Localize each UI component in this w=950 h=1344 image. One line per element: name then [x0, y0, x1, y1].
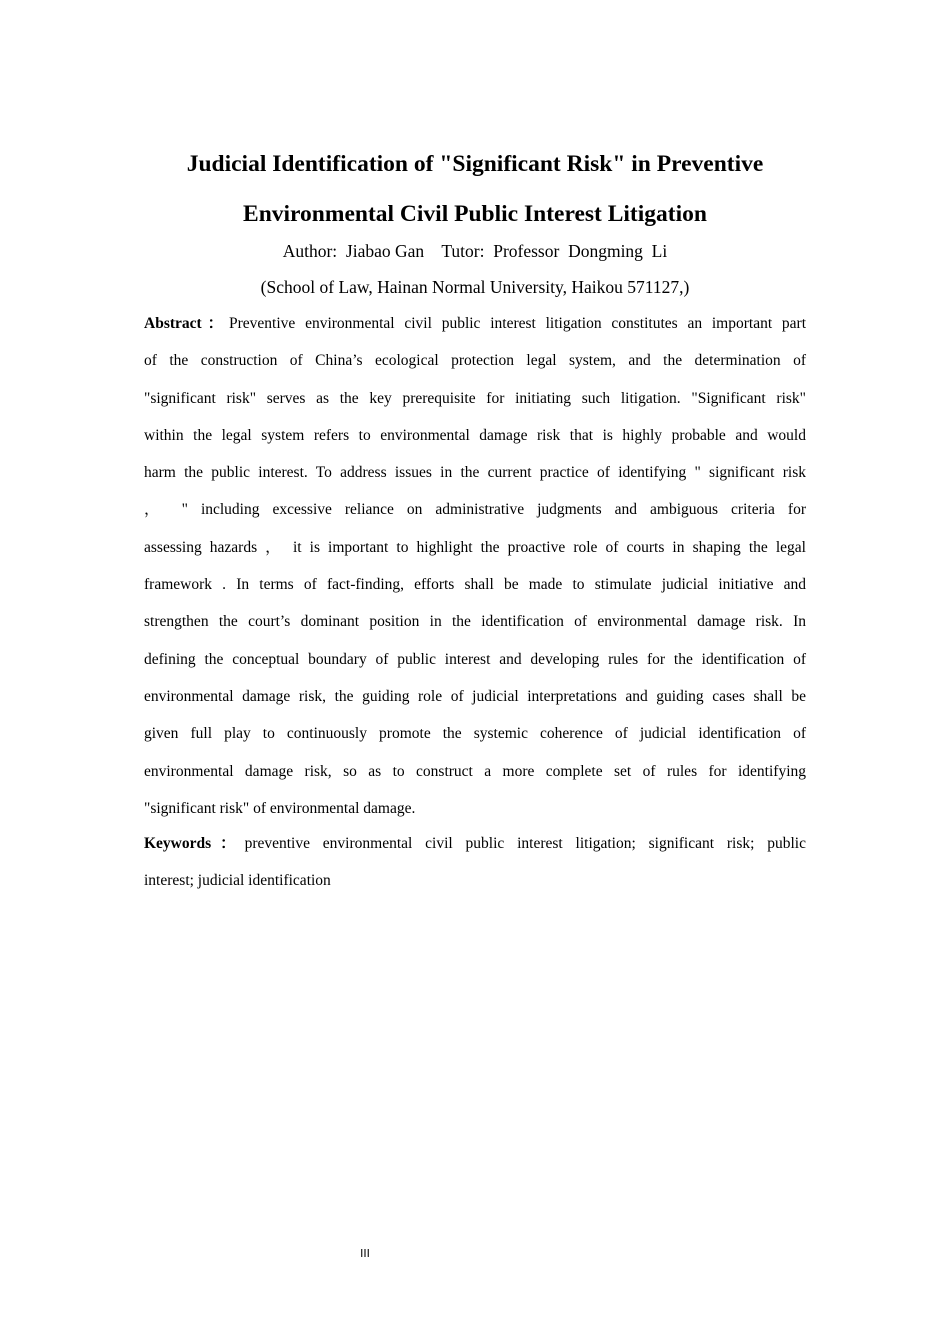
paper-title-line-2: Environmental Civil Public Interest Litigation — [243, 201, 707, 227]
abstract-line: assessing hazards ， it is important to highlight the proactive role of courts in shaping the legal — [144, 538, 806, 556]
abstract-line: Abstract：Preventive environmental civil public interest litigation constitutes an important part — [144, 315, 807, 332]
abstract-line: environmental damage risk, so as to construct a more complete set of rules for identifying — [144, 762, 806, 780]
abstract-line: within the legal system refers to environmental damage risk that is highly probable and would — [144, 426, 806, 444]
abstract-line: "significant risk" of environmental damage. — [144, 799, 416, 817]
abstract-line: of the construction of China’s ecological protection legal system, and the determination of — [144, 352, 806, 370]
author-line: Author: Jiabao Gan Tutor: Professor Dongming Li — [282, 241, 668, 261]
affiliation: (School of Law, Hainan Normal University, Haikou 571127,) — [260, 277, 690, 297]
paper-title — [144, 139, 806, 239]
abstract-label: Abstract： — [144, 315, 229, 332]
abstract-line: framework . In terms of fact-finding, efforts shall be made to stimulate judicial initiative and — [144, 576, 806, 594]
abstract-section — [144, 305, 806, 827]
abstract-line: defining the conceptual boundary of public interest and developing rules for the identification of — [144, 650, 806, 668]
abstract-line: given full play to continuously promote the systemic coherence of judicial identification of — [144, 725, 806, 743]
paper-title-line-1: Judicial Identification of "Significant Risk" in Preventive — [186, 151, 764, 177]
keywords-label: Keywords： — [144, 835, 245, 852]
abstract-line: strengthen the court’s dominant position in the identification of environmental damage risk. In — [144, 613, 806, 631]
abstract-line: "significant risk" serves as the key prerequisite for initiating such litigation. "Significant risk" — [144, 389, 806, 407]
page-number: III — [360, 1247, 370, 1260]
abstract-line: harm the public interest. To address issues in the current practice of identifying " significant risk — [144, 464, 806, 482]
keywords-line: interest; judicial identification — [144, 872, 331, 890]
keywords-section — [144, 825, 806, 900]
keywords-line: Keywords：preventive environmental civil public interest litigation; significant risk; public — [144, 835, 806, 852]
abstract-line: environmental damage risk, the guiding role of judicial interpretations and guiding cases shall be — [144, 687, 806, 705]
abstract-line: ， " including excessive reliance on administrative judgments and ambiguous criteria for — [144, 501, 806, 519]
